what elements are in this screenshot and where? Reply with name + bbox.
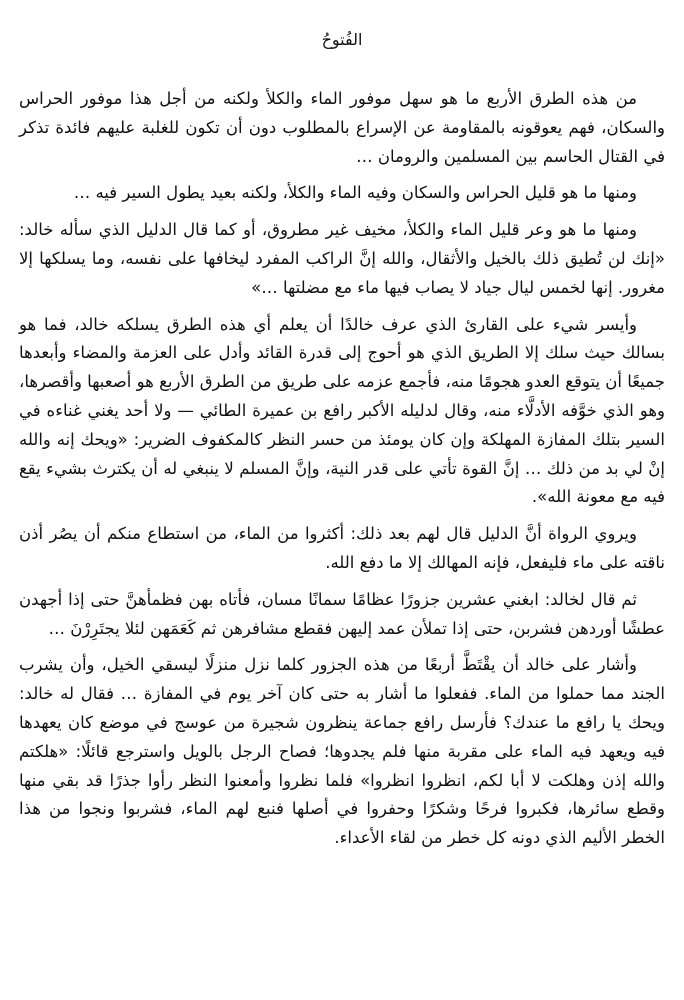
running-title: الفُتوحُ [321,30,363,49]
paragraph-4: وأيسر شيء على القارئ الذي عرف خالدًا أن يعلم أي هذه الطرق يسلكه خالد، فما هو بسالك حيث سلك إلا الطريق الذي هو أحوج إلى قدرة القائد وأدل على العزمة والمضاء وأبعدها جميعًا أن يتوقع العدو هجومًا منه، فأجمع عزمه على طريق من الطرق الأربع هو أصعبها وأقصرها، وهو الذي خوَّفه الأدلَّاء منه، وقال لدليله الأكبر رافع بن عميرة الطائي — ولا أحد يغني غناءه في السير بتلك المفازة المهلكة وإن كان يومئذ من حسر النظر كالمكفوف الضرير: «ويحك إنه والله إنْ لي بد من ذلك … إنَّ القوة تأتي على قدر النية، وإنَّ المسلم لا ينبغي له أن يكترث بشيء يقع فيه مع معونة الله». [19,314,665,507]
body-text [19,85,665,853]
paragraph-1: من هذه الطرق الأربع ما هو سهل موفور الماء والكلأ ولكنه من أجل هذا موفور الحراس والسكان، فهم يعوقونه بالمقاومة عن الإسراع بالمطلوب دون أن تكون للغلبة عليهم فائدة تذكر في القتال الحاسم بين المسلمين والرومان … [19,89,665,166]
paragraph-2: ومنها ما هو قليل الحراس والسكان وفيه الماء والكلأ، ولكنه بعيد يطول السير فيه … [73,183,637,203]
paragraph-6: ثم قال لخالد: ابغني عشرين جزورًا عظامًا سمانًا مسان، فأتاه بهن فظمأهنَّ حتى إذا أجهدن عطشًا أوردهن فشربن، حتى إذا تملأن عمد إليهن فقطع مشافرهن ثم كَعَمَهن لئلا يجتَرِرْنَ … [19,589,665,638]
paragraph-3: ومنها ما هو وعر قليل الماء والكلأ، مخيف غير مطروق، أو كما قال الدليل الذي سأله خالد: «إنك لن تُطيق ذلك بالخيل والأثقال، والله إنَّ الراكب المفرد ليخافها على نفسه، وما يسلكها إلا مغرور. إنها لخمس ليال جياد لا يصاب فيها ماء مع مضلتها …» [19,220,665,297]
paragraph-7: وأشار على خالد أن يقْتَطَّ أربعًا من هذه الجزور كلما نزل منزلًا ليسقي الخيل، وأن يشرب الجند مما حملوا من الماء. ففعلوا ما أشار به حتى كان آخر يوم في المفازة … فقال له خالد: ويحك يا رافع ما عندك؟ فأرسل رافع جماعة ينظرون شجيرة من عوسج في موضع كان يعهدها فيه ويعهد فيه الماء على مقربة منها فلم يجدوها؛ فصاح الرجل بالويل واسترجع قائلًا: «هلكتم والله إذن وهلكت لا أبا لكم، انظروا انظروا» فلما نظروا وأمعنوا النظر رأوا جذرًا قد بقي منها وقطع سائرها، فكبروا فرحًا وشكرًا وحفروا في أصلها فنبع لهم الماء، فشربوا ونجوا من هذا الخطر الأليم الذي دونه كل خطر من لقاء الأعداء. [19,655,665,848]
paragraph-5: ويروي الرواة أنَّ الدليل قال لهم بعد ذلك: أكثروا من الماء، من استطاع منكم أن يصُر أذن ناقته على ماء فليفعل، فإنه المهالك إلا ما دفع الله. [19,524,665,572]
